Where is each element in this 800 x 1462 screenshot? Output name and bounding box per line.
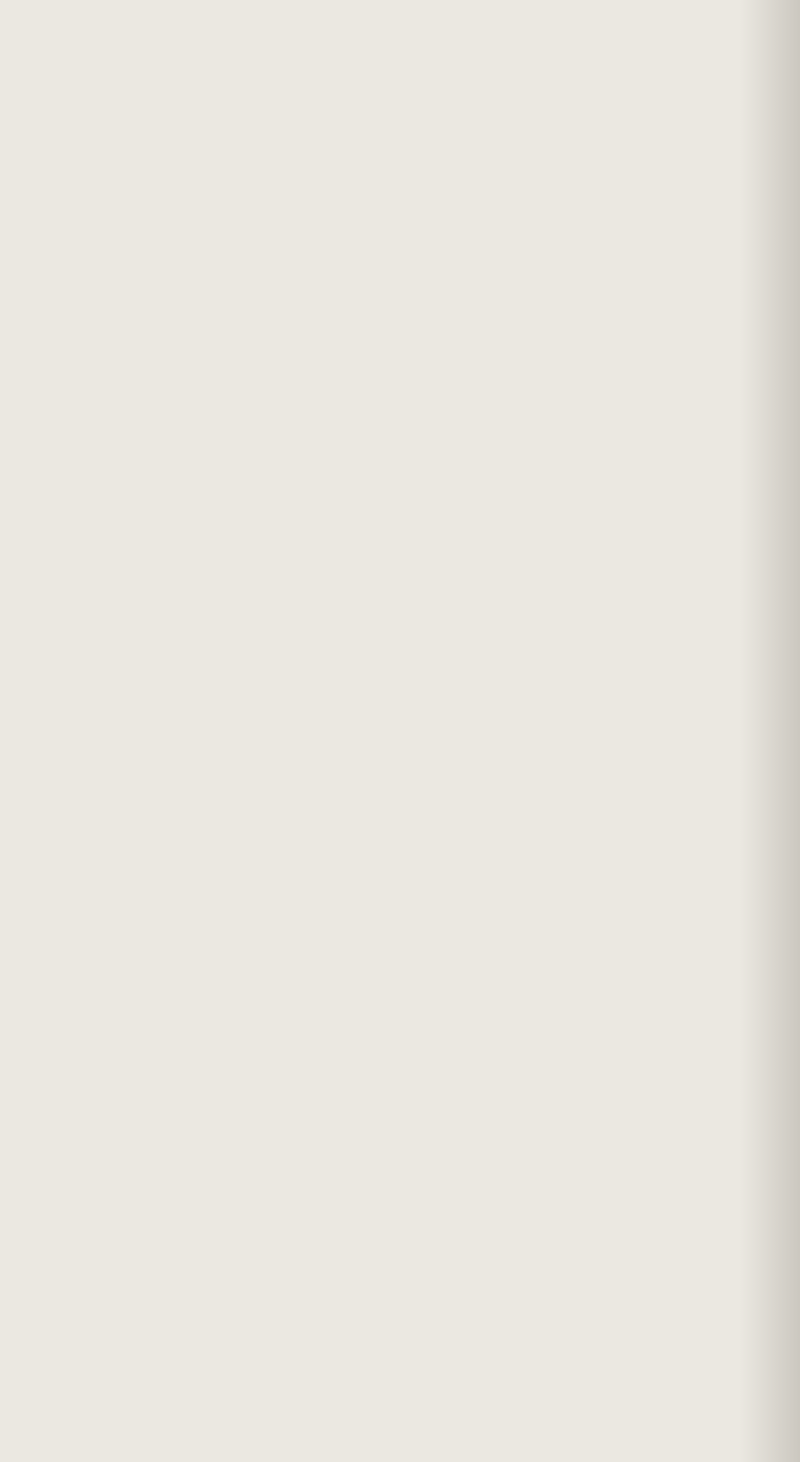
commentary-columns xyxy=(46,483,756,1443)
left-column xyxy=(46,483,391,1443)
page-header xyxy=(38,42,758,82)
right-column xyxy=(411,483,756,1443)
